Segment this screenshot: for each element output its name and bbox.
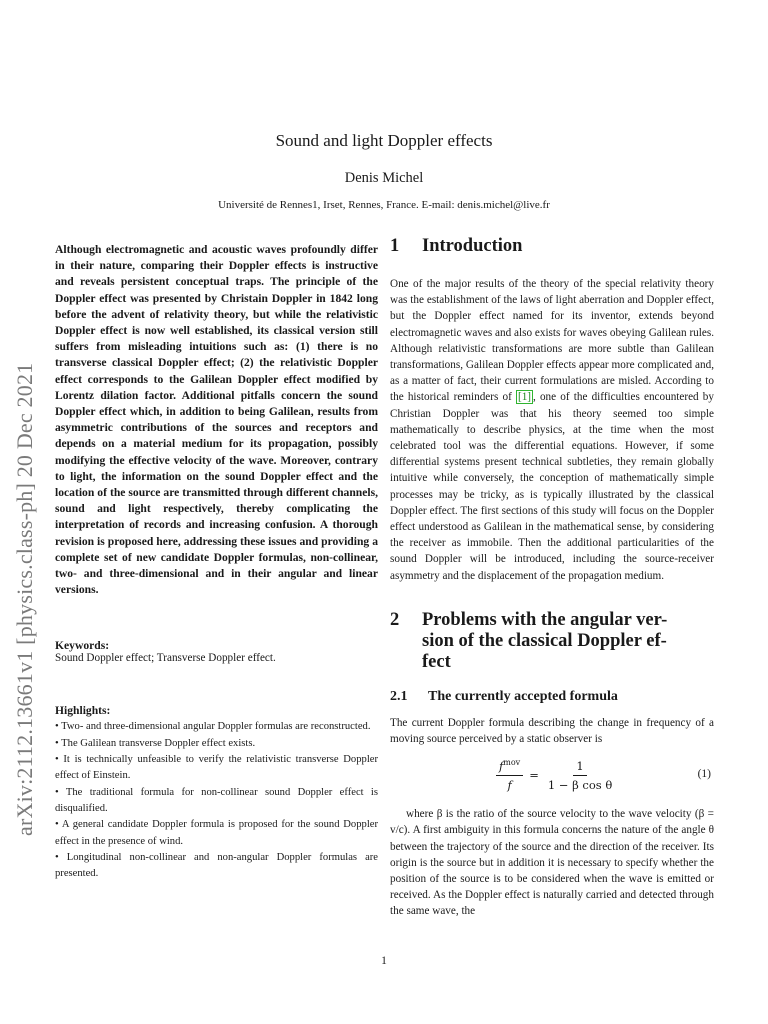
intro-text-part2: , one of the difficulties encountered by Christian Doppler was that his theory seemed too simple mathematically to describe physics, at the time when the most celebrated tool was the differential equations. However, if some differential systems present technical subtleties, they remain globally intuitive while conversely, the conception of mathematically simple processes may be tricky, as is typically illustrated by the classical Doppler effect. The first sections of this study will focus on the Doppler effect understood as Galilean in the mathematical sense, by considering the receiver as immobile. Then the additional particularities of the sound Doppler will be introduced, including the source-receiver asymmetry and the displacement of the propagation medium. bbox=[390, 391, 714, 582]
lhs-numerator: f bbox=[499, 759, 504, 774]
section-1-title: Introduction bbox=[422, 236, 523, 256]
keywords-heading: Keywords: bbox=[55, 639, 110, 653]
highlight-item: • The traditional formula for non-collinear sound Doppler effect is disqualified. bbox=[55, 785, 378, 818]
highlight-item: • Longitudinal non-collinear and non-angular Doppler formulas are presented. bbox=[55, 850, 378, 883]
intro-text-part1: One of the major results of the theory of the special relativity theory was the establishment of the laws of light aberration and Doppler effect, but the Doppler effect named for its inventor, extends beyond electromagnetic waves and also exists for waves obeying Galilean rules. Although relativistic transformations are more subtle than Galilean transformations, Galilean Doppler effects appear more complicated and, as a matter of fact, their current formulations are misled. According to the historical reminders of bbox=[390, 278, 714, 404]
rhs-numerator: 1 bbox=[573, 759, 586, 776]
subsection-2-1-title: The currently accepted formula bbox=[428, 688, 618, 704]
introduction-paragraph bbox=[390, 276, 714, 584]
lhs-fraction bbox=[496, 758, 523, 792]
left-column bbox=[55, 242, 378, 882]
page-number: 1 bbox=[381, 955, 387, 967]
equation-explanation-paragraph: where β is the ratio of the source velocity to the wave velocity (β = v/c). A first ambiguity in this formula concerns the nature of the angle θ between the trajectory of the source and the direction of the receiver. Its origin is the source but in addition it is necessary to specify whether the position of the source is to be considered when the wave is emitted or received. As the Doppler effect is naturally carried and detected through the same wave, the bbox=[390, 808, 714, 918]
keywords-text: Sound Doppler effect; Transverse Doppler effect. bbox=[55, 652, 276, 665]
equals-sign: = bbox=[529, 768, 539, 783]
section-2-heading bbox=[390, 610, 714, 673]
highlight-item: • A general candidate Doppler formula is proposed for the sound Doppler effect in the presence of wind. bbox=[55, 817, 378, 850]
paper-title: Sound and light Doppler effects bbox=[275, 131, 493, 150]
equation-1 bbox=[390, 756, 714, 800]
subsection-2-1-heading bbox=[390, 689, 714, 705]
section-2-title-line-3: fect bbox=[422, 651, 451, 672]
abstract: Although electromagnetic and acoustic waves profoundly differ in their nature, comparing their Doppler effects is instructive and reveals persistent conceptual traps. The principle of the Doppler effect was presented by Christain Doppler in 1842 long before the advent of relativity theory, but while the relativistic Doppler effect is now well established, its classical version still suffers from misleading intuitions such as: (1) there is no transverse classical Doppler effect; (2) the relativistic Doppler effect corresponds to the Galilean Doppler effect modified by Lorentz dilation factor. Additional pitfalls concern the sound Doppler effect which, in addition to being Galilean, results from asymmetric contributions of the sources and receptors and depends on a material medium for its propagation, possibly modifying the effective velocity of the wave. Moreover, contrary to light, the information on the sound Doppler effect and the location of the source are transmitted through different channels, sound and light respectively, thereby complicating the interpretation of records and increasing confusion. A thorough revision is proposed here, addressing these issues and providing a complete set of new candidate Doppler formulas, non-collinear, two- and three-dimensional and in their angular and linear versions. bbox=[55, 243, 378, 597]
highlight-item: • Two- and three-dimensional angular Doppler formulas are reconstructed. bbox=[55, 719, 378, 735]
section-1-number: 1 bbox=[390, 236, 400, 256]
rhs-fraction bbox=[545, 759, 615, 792]
keywords-block bbox=[55, 639, 378, 664]
author-affiliation: Université de Rennes1, Irset, Rennes, France. E-mail: denis.michel@live.fr bbox=[218, 199, 550, 211]
lhs-superscript: mov bbox=[503, 758, 521, 768]
equation-number: (1) bbox=[697, 768, 711, 781]
lhs-denominator: f bbox=[507, 778, 512, 793]
highlight-item: • The Galilean transverse Doppler effect exists. bbox=[55, 736, 378, 752]
citation-link[interactable]: [1] bbox=[517, 391, 532, 404]
highlights-heading: Highlights: bbox=[55, 704, 111, 718]
highlights-block bbox=[55, 704, 378, 882]
author-name: Denis Michel bbox=[344, 170, 424, 186]
highlights-list bbox=[55, 719, 378, 882]
highlight-item: • It is technically unfeasible to verify the relativistic transverse Doppler effect of Einstein. bbox=[55, 752, 378, 785]
equation-body bbox=[496, 758, 615, 792]
right-column bbox=[390, 236, 714, 920]
section-2-number: 2 bbox=[390, 609, 400, 630]
section-2-title-line-1: Problems with the angular ver- bbox=[422, 609, 668, 630]
subsection-paragraph: The current Doppler formula describing the change in frequency of a moving source perceived by a static observer is bbox=[390, 716, 714, 746]
rhs-denominator: 1 − β cos θ bbox=[547, 777, 613, 792]
section-2-title-line-2: sion of the classical Doppler ef- bbox=[422, 630, 667, 651]
subsection-2-1-number: 2.1 bbox=[390, 688, 408, 704]
arxiv-sidebar bbox=[12, 362, 52, 876]
arxiv-identifier: arXiv:2112.13661v1 [physics.class-ph] 20 Dec 2021 bbox=[12, 362, 37, 836]
section-1-heading bbox=[390, 236, 714, 257]
